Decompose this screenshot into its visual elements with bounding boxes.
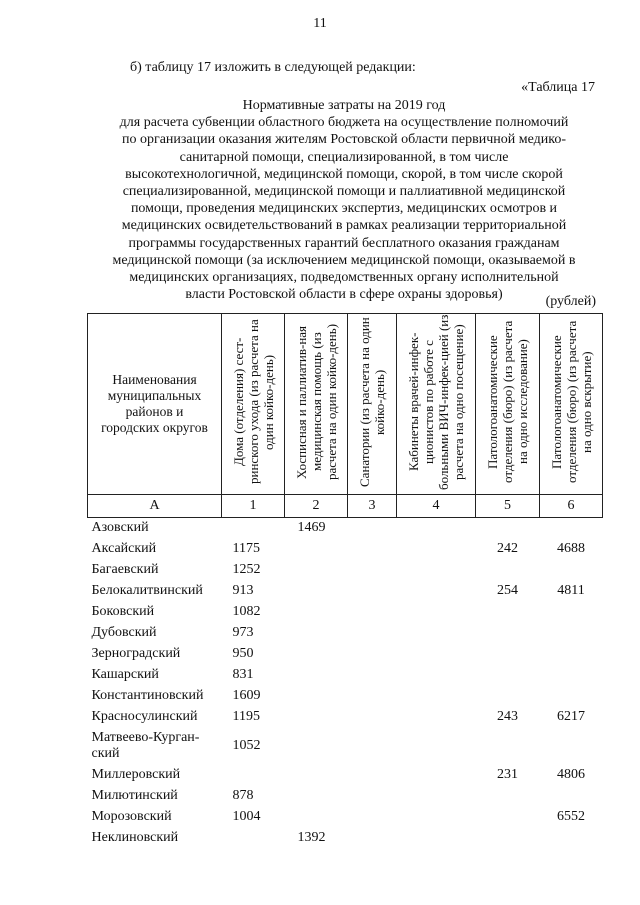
header-column-4-text: Кабинеты врачей-инфек-ционистов по работе с больными ВИЧ-инфек-цией (из расчета на одно посещение) (406, 314, 466, 490)
table-row (88, 518, 603, 539)
header-column-2 (285, 314, 348, 495)
cell-col-4 (397, 786, 476, 807)
cell-col-5 (476, 644, 540, 665)
cell-col-6: 4811 (557, 583, 585, 598)
cell-col-2 (285, 623, 348, 644)
cell-col-2: 1392 (297, 830, 326, 845)
cell-col-2 (285, 581, 348, 602)
cell-col-1: 1175 (232, 541, 260, 556)
cell-col-4 (397, 728, 476, 765)
title-line: санитарной помощи, специализированной, в том числе (179, 149, 509, 165)
cell-col-3 (348, 644, 397, 665)
cell-col-6 (540, 786, 603, 807)
column-number: 6 (540, 495, 603, 518)
cell-col-1: 1004 (232, 809, 261, 824)
cell-col-6 (540, 828, 603, 849)
cell-col-4 (397, 560, 476, 581)
cell-col-4 (397, 686, 476, 707)
header-name-line: Наименования (112, 372, 197, 387)
cell-col-3 (348, 560, 397, 581)
cell-col-4 (397, 644, 476, 665)
page-number: 11 (313, 16, 327, 31)
table-row (88, 623, 603, 644)
cell-col-2 (285, 602, 348, 623)
cell-col-4 (397, 602, 476, 623)
header-name-line: муниципальных (107, 388, 202, 403)
cell-col-3 (348, 728, 397, 765)
cell-col-4 (397, 581, 476, 602)
cell-col-5 (476, 518, 540, 539)
cell-col-6 (540, 728, 603, 765)
row-name: Зерноградский (91, 646, 181, 661)
header-column-1 (222, 314, 285, 495)
cell-col-6: 4688 (557, 541, 585, 556)
table-row (88, 807, 603, 828)
table-row (88, 828, 603, 849)
title-line: медицинской помощи (за исключением медицинской помощи, оказываемой в (112, 252, 576, 268)
cell-col-3 (348, 602, 397, 623)
column-number-row (88, 495, 603, 518)
cell-col-1: 1195 (232, 709, 260, 724)
cell-col-6: 6552 (557, 809, 585, 824)
cell-col-1: 973 (232, 625, 254, 640)
row-name: Белокалитвинский (91, 583, 203, 598)
cell-col-5: 242 (497, 541, 518, 556)
cell-col-3 (348, 786, 397, 807)
cell-col-4 (397, 807, 476, 828)
title-line: специализированной, медицинской помощи и паллиативной медицинской (122, 184, 566, 200)
table-row (88, 560, 603, 581)
cell-col-2 (285, 728, 348, 765)
title-line: по организации оказания жителям Ростовской области первичной медико- (121, 132, 567, 148)
cell-col-2 (285, 686, 348, 707)
cell-col-2 (285, 807, 348, 828)
row-name: Неклиновский (91, 830, 179, 845)
table-row (88, 665, 603, 686)
row-name: Миллеровский (91, 767, 181, 782)
header-column-6-text: Патологоанатомические отделения (бюро) (из расчета на одно вскрытие) (548, 320, 594, 484)
table-row (88, 581, 603, 602)
cell-col-2 (285, 665, 348, 686)
unit-label: (рублей) (545, 294, 596, 309)
header-column-3-text: Санатории (из расчета на один койко-день) (357, 317, 387, 487)
cell-col-6: 4806 (557, 767, 585, 782)
cell-col-3 (348, 807, 397, 828)
row-name: Боковский (91, 604, 155, 619)
table-body (88, 518, 603, 849)
cell-col-6 (540, 518, 603, 539)
table-title (82, 97, 606, 303)
cell-col-5 (476, 828, 540, 849)
header-column-2-text: Хосписная и паллиатив-ная медицинская помощь (из расчета на один койко-день) (293, 323, 339, 481)
cell-col-4 (397, 828, 476, 849)
cell-col-5 (476, 602, 540, 623)
cell-col-3 (348, 623, 397, 644)
cell-col-4 (397, 518, 476, 539)
cell-col-1: 1082 (232, 604, 261, 619)
table-row (88, 602, 603, 623)
row-name: Константиновский (91, 688, 204, 703)
cell-col-3 (348, 581, 397, 602)
header-column-5 (476, 314, 540, 495)
cell-col-5 (476, 807, 540, 828)
table-row (88, 765, 603, 786)
cell-col-1 (222, 518, 285, 539)
title-line: программы государственных гарантий бесплатного оказания гражданам (128, 235, 560, 251)
header-column-5-text: Патологоанатомические отделения (бюро) (из расчета на одно исследование) (485, 320, 530, 484)
column-number: 1 (222, 495, 285, 518)
cell-col-2 (285, 707, 348, 728)
title-line: власти Ростовской области в сфере охраны здоровья) (185, 287, 503, 303)
cell-col-5: 231 (497, 767, 518, 782)
table-row (88, 539, 603, 560)
table-row (88, 686, 603, 707)
cell-col-6 (540, 623, 603, 644)
cell-col-5 (476, 623, 540, 644)
cell-col-6: 6217 (557, 709, 585, 724)
column-number: 2 (285, 495, 348, 518)
cell-col-3 (348, 707, 397, 728)
cell-col-6 (540, 644, 603, 665)
cell-col-2 (285, 539, 348, 560)
title-line: медицинских освидетельствований в рамках реализации территориальной (121, 218, 567, 234)
column-number: 5 (476, 495, 540, 518)
cell-col-3 (348, 828, 397, 849)
title-line: медицинских организациях, подведомственных органу исполнительной (129, 270, 559, 286)
cell-col-1: 1052 (232, 738, 261, 753)
cell-col-4 (397, 665, 476, 686)
cell-col-1: 1609 (232, 688, 261, 703)
column-number: 3 (348, 495, 397, 518)
cell-col-4 (397, 623, 476, 644)
table-row (88, 644, 603, 665)
cell-col-5 (476, 686, 540, 707)
header-column-3 (348, 314, 397, 495)
cell-col-1: 878 (232, 788, 254, 803)
cell-col-1: 950 (232, 646, 254, 661)
cell-col-3 (348, 539, 397, 560)
intro-text: б) таблицу 17 изложить в следующей редакции: (130, 60, 416, 75)
title-line: для расчета субвенции областного бюджета на осуществление полномочий (119, 115, 569, 131)
cell-col-2 (285, 765, 348, 786)
column-number: 4 (397, 495, 476, 518)
cell-col-4 (397, 765, 476, 786)
row-name: Морозовский (91, 809, 172, 824)
table-row (88, 786, 603, 807)
cell-col-2 (285, 560, 348, 581)
norm-table (87, 313, 603, 849)
header-column-4 (397, 314, 476, 495)
cell-col-6 (540, 560, 603, 581)
row-name: Кашарский (91, 667, 159, 682)
row-name: Багаевский (91, 562, 159, 577)
cell-col-6 (540, 665, 603, 686)
header-column-1-text: Дома (отделения) сест-ринского ухода (из расчета на один койко-день) (230, 319, 276, 485)
row-name: Азовский (91, 520, 149, 536)
cell-col-5 (476, 786, 540, 807)
cell-col-3 (348, 686, 397, 707)
cell-col-1 (222, 765, 285, 786)
title-line: Нормативные затраты на 2019 год (242, 98, 446, 113)
cell-col-1: 913 (232, 583, 254, 598)
header-name-line: городских округов (101, 420, 208, 435)
cell-col-2: 1469 (297, 520, 326, 536)
column-number: А (88, 495, 222, 518)
cell-col-2 (285, 644, 348, 665)
header-row (88, 314, 603, 495)
row-name: Матвеево-Курган-ский (91, 730, 200, 761)
cell-col-5: 254 (497, 583, 518, 598)
cell-col-5 (476, 665, 540, 686)
row-name: Дубовский (91, 625, 157, 640)
cell-col-3 (348, 665, 397, 686)
header-column-6 (540, 314, 603, 495)
cell-col-4 (397, 707, 476, 728)
table-row (88, 707, 603, 728)
row-name: Милютинский (91, 788, 178, 803)
header-name-line: районов и (125, 404, 184, 419)
cell-col-2 (285, 786, 348, 807)
table-row (88, 728, 603, 765)
cell-col-6 (540, 686, 603, 707)
title-line: высокотехнологичной, медицинской помощи, скорой, в том числе скорой (125, 166, 563, 182)
cell-col-5 (476, 728, 540, 765)
cell-col-4 (397, 539, 476, 560)
header-name-column (88, 314, 222, 495)
cell-col-5 (476, 560, 540, 581)
title-line: помощи, проведения медицинских экспертиз, медицинских осмотров и (130, 201, 558, 217)
cell-col-5: 243 (497, 709, 518, 724)
cell-col-1: 831 (232, 667, 254, 682)
cell-col-3 (348, 518, 397, 539)
cell-col-1 (222, 828, 285, 849)
row-name: Красносулинский (91, 709, 198, 724)
table-reference: «Таблица 17 (521, 80, 595, 95)
row-name: Аксайский (91, 541, 157, 556)
cell-col-1: 1252 (232, 562, 261, 577)
cell-col-6 (540, 602, 603, 623)
cell-col-3 (348, 765, 397, 786)
